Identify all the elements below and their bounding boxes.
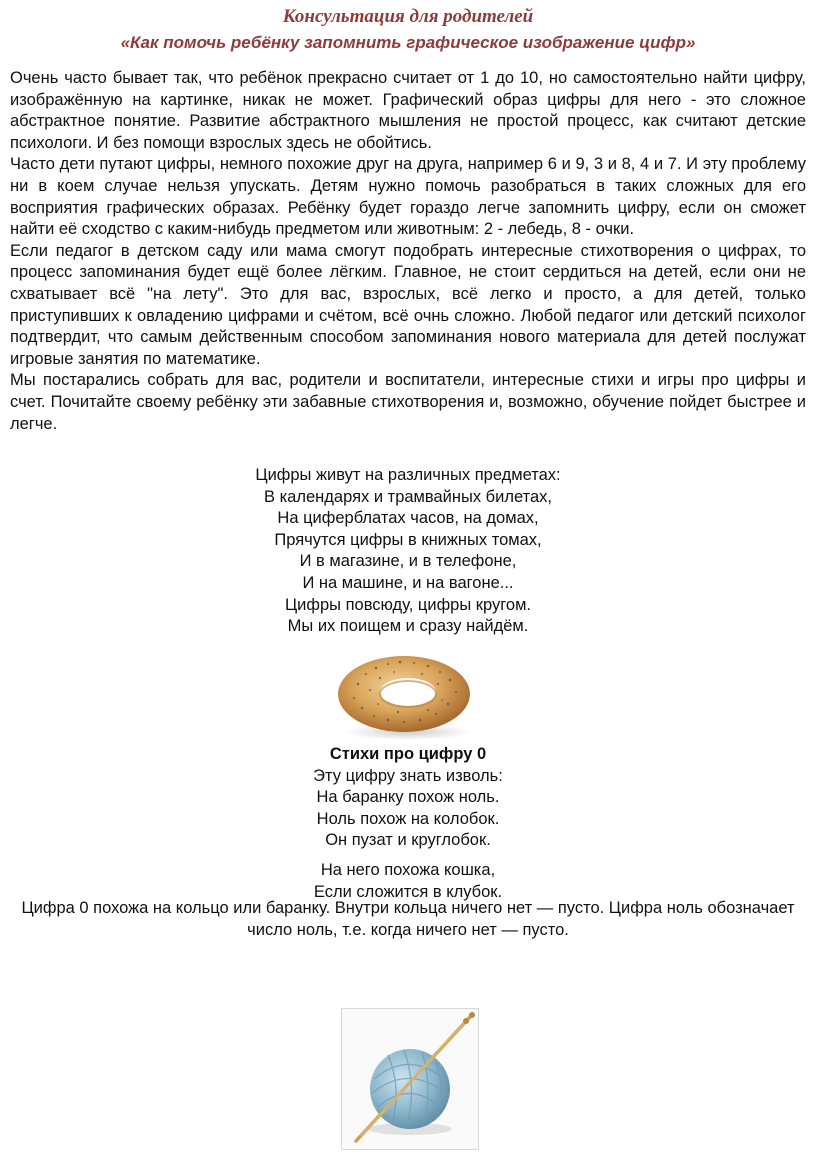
intro-paragraph-1: Очень часто бывает так, что ребёнок прекрасно считает от 1 до 10, но самостоятельно найти цифру, изображённую на картинке, никак не может. Графический образ цифры для него - это сложное абстрактное понятие. Развитие абстрактного мышления не простой процесс, как считают детские психологи. И без помощи взрослых здесь не обойтись. xyxy=(10,69,806,152)
zero-poem-line: На него похожа кошка, xyxy=(320,860,496,879)
intro-paragraph-3: Если педагог в детском саду или мама смогут подобрать интересные стихотворения о цифрах, то процесс запоминания будет ещё более лёгким. Главное, не стоит сердиться на детей, если они не схватывает всё "на лету". Это для вас, взрослых, всё легко и просто, а для детей, только приступивших к овладению цифрами и счётом, всё очнь сложно. Любой педагог или детский психолог подтвердит, что самым действенным способом запоминания нового материала для детей послужат игровые занятия по математике. xyxy=(10,241,806,368)
digits-poem xyxy=(0,465,816,638)
bagel-image xyxy=(328,644,480,744)
zero-poem-line: На баранку похож ноль. xyxy=(316,788,500,807)
zero-poem-line: Если сложится в клубок. xyxy=(313,882,503,901)
intro-text xyxy=(10,68,806,435)
zero-poem-line: Ноль похож на колобок. xyxy=(316,809,500,828)
intro-paragraph-4: Мы постарались собрать для вас, родители и воспитатели, интересные стихи и игры про цифры и счет. Почитайте своему ребёнку эти забавные стихотворения и, возможно, обучение пойдет быстрее и легче. xyxy=(10,371,806,433)
zero-explanation: Цифра 0 похожа на кольцо или баранку. Внутри кольца ничего нет — пусто. Цифра ноль обозначает число ноль, т.е. когда ничего нет — пусто. xyxy=(21,899,795,939)
zero-poem-heading: Стихи про цифру 0 xyxy=(329,745,487,763)
document-subtitle: «Как помочь ребёнку запомнить графическое изображение цифр» xyxy=(120,33,696,52)
poem-line: И на машине, и на вагоне... xyxy=(302,573,514,592)
poem-line: Прячутся цифры в книжных томах, xyxy=(274,530,542,549)
poem-line: И в магазине, и в телефоне, xyxy=(299,552,517,571)
zero-poem xyxy=(0,744,816,903)
poem-line: Цифры живут на различных предметах: xyxy=(255,466,561,484)
poem-line: На циферблатах часов, на домах, xyxy=(277,509,539,528)
poem-line: Цифры повсюду, цифры кругом. xyxy=(284,595,532,614)
yarn-ball-image xyxy=(341,1008,479,1150)
poem-line: В календарях и трамвайных билетах, xyxy=(264,487,552,506)
zero-poem-line: Эту цифру знать изволь: xyxy=(313,766,503,785)
poem-line: Мы их поищем и сразу найдём. xyxy=(287,617,529,636)
zero-poem-line: Он пузат и круглобок. xyxy=(325,831,491,850)
intro-paragraph-2: Часто дети путают цифры, немного похожие друг на друга, например 6 и 9, 3 и 8, 4 и 7. И эту проблему ни в коем случае нельзя упускать. Детям нужно помочь разобраться в таких сложных для его восприятия графических образах. Ребёнку будет гораздо легче запомнить цифру, если он сможет найти её сходство с каким-нибудь предметом или животным: 2 - лебедь, 8 - очки. xyxy=(10,155,806,239)
document-title: Консультация для родителей xyxy=(282,6,534,27)
